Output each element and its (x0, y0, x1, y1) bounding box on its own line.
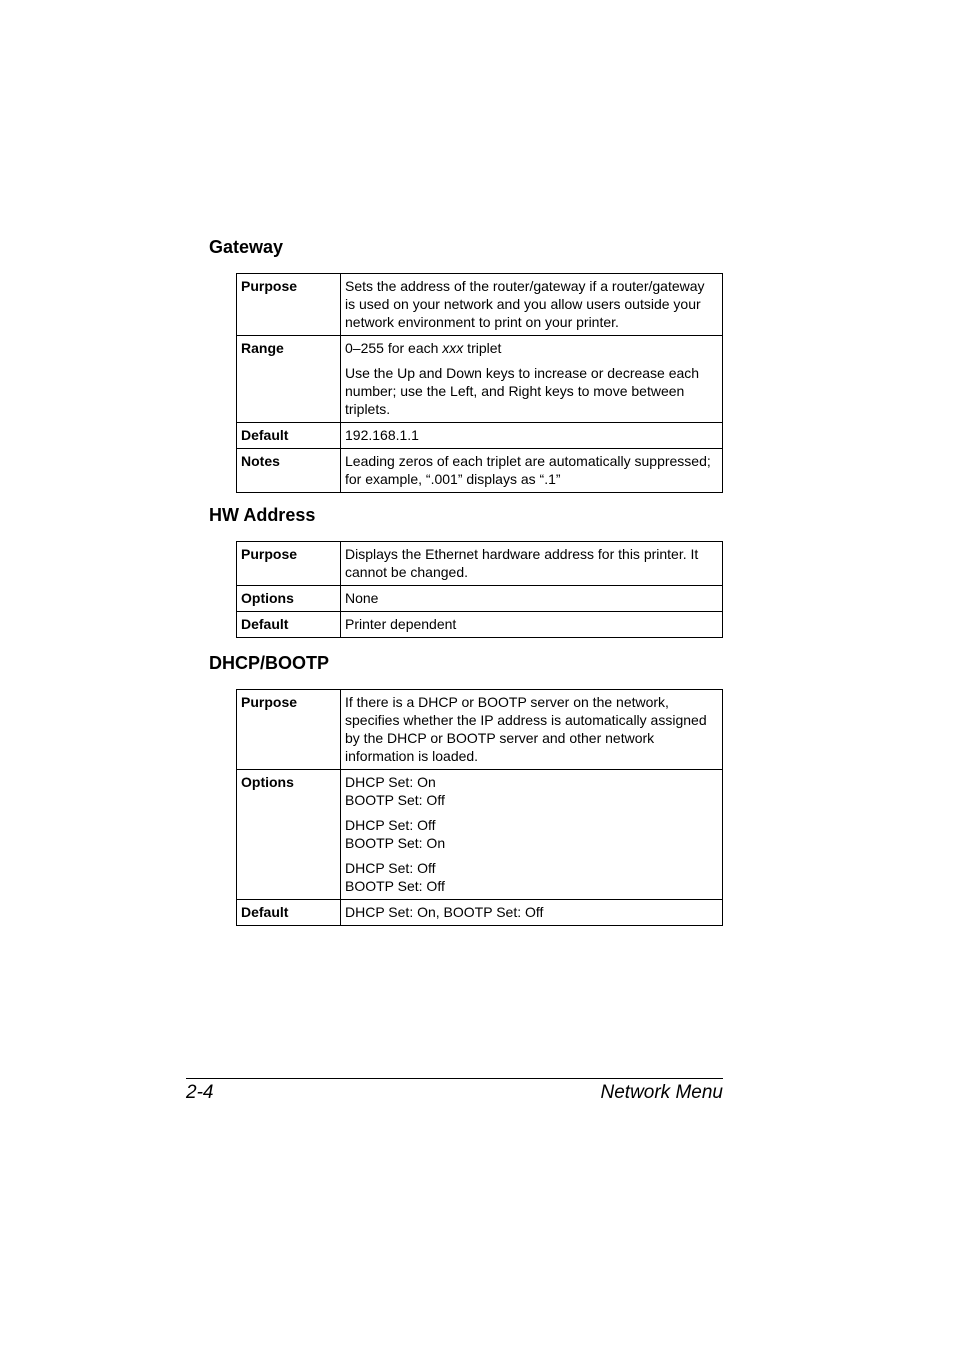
row-key: Default (237, 612, 341, 638)
value-line: DHCP Set: On BOOTP Set: Off (345, 774, 445, 808)
table-row (237, 586, 723, 612)
row-key: Options (237, 586, 341, 612)
gateway-table (236, 273, 723, 493)
table-row (237, 542, 723, 586)
page-number: 2-4 (186, 1082, 214, 1103)
chapter-title: Network Menu (600, 1082, 723, 1103)
variable-placeholder: xxx (442, 340, 464, 356)
row-value (341, 542, 723, 586)
row-value (341, 690, 723, 770)
row-value (341, 336, 723, 423)
value-line: Displays the Ethernet hardware address for this printer. It cannot be changed. (345, 546, 699, 580)
value-line: DHCP Set: Off BOOTP Set: On (345, 817, 446, 851)
row-value (341, 274, 723, 336)
row-key: Purpose (237, 690, 341, 770)
value-line: Leading zeros of each triplet are automatically suppressed; for example, “.001” displays as “.1” (345, 453, 711, 487)
value-line: Printer dependent (345, 616, 457, 632)
section-title-gateway: Gateway (209, 237, 284, 257)
row-value (341, 449, 723, 493)
value-line: 192.168.1.1 (345, 427, 419, 443)
row-key: Purpose (237, 274, 341, 336)
row-key: Purpose (237, 542, 341, 586)
table-row (237, 423, 723, 449)
value-line-range: 0–255 for each xxx triplet (345, 340, 502, 356)
row-value (341, 612, 723, 638)
table-row (237, 690, 723, 770)
value-line: Use the Up and Down keys to increase or decrease each number; use the Left, and Right keys to move between triplets. (345, 365, 700, 417)
row-value (341, 770, 723, 900)
row-key: Default (237, 423, 341, 449)
hw-address-table (236, 541, 723, 638)
row-value (341, 586, 723, 612)
table-row (237, 770, 723, 900)
value-line: None (345, 590, 379, 606)
row-key: Notes (237, 449, 341, 493)
value-line: DHCP Set: On, BOOTP Set: Off (345, 904, 544, 920)
value-line: DHCP Set: Off BOOTP Set: Off (345, 860, 445, 894)
value-line: Sets the address of the router/gateway if a router/gateway is used on your network and you allow users outside your network environment to print on your printer. (345, 278, 705, 330)
row-value (341, 900, 723, 926)
section-title-dhcp-bootp: DHCP/BOOTP (209, 653, 330, 673)
table-row (237, 336, 723, 423)
table-row (237, 612, 723, 638)
row-key: Options (237, 770, 341, 900)
table-row (237, 274, 723, 336)
value-line: If there is a DHCP or BOOTP server on the network, specifies whether the IP address is automatically assigned by the DHCP or BOOTP server and other network information is loaded. (345, 694, 707, 764)
table-row (237, 449, 723, 493)
table-row (237, 900, 723, 926)
row-value (341, 423, 723, 449)
row-key: Default (237, 900, 341, 926)
dhcp-bootp-table (236, 689, 723, 926)
footer-rule (186, 1078, 723, 1079)
row-key: Range (237, 336, 341, 423)
section-title-hw-address: HW Address (209, 505, 316, 525)
